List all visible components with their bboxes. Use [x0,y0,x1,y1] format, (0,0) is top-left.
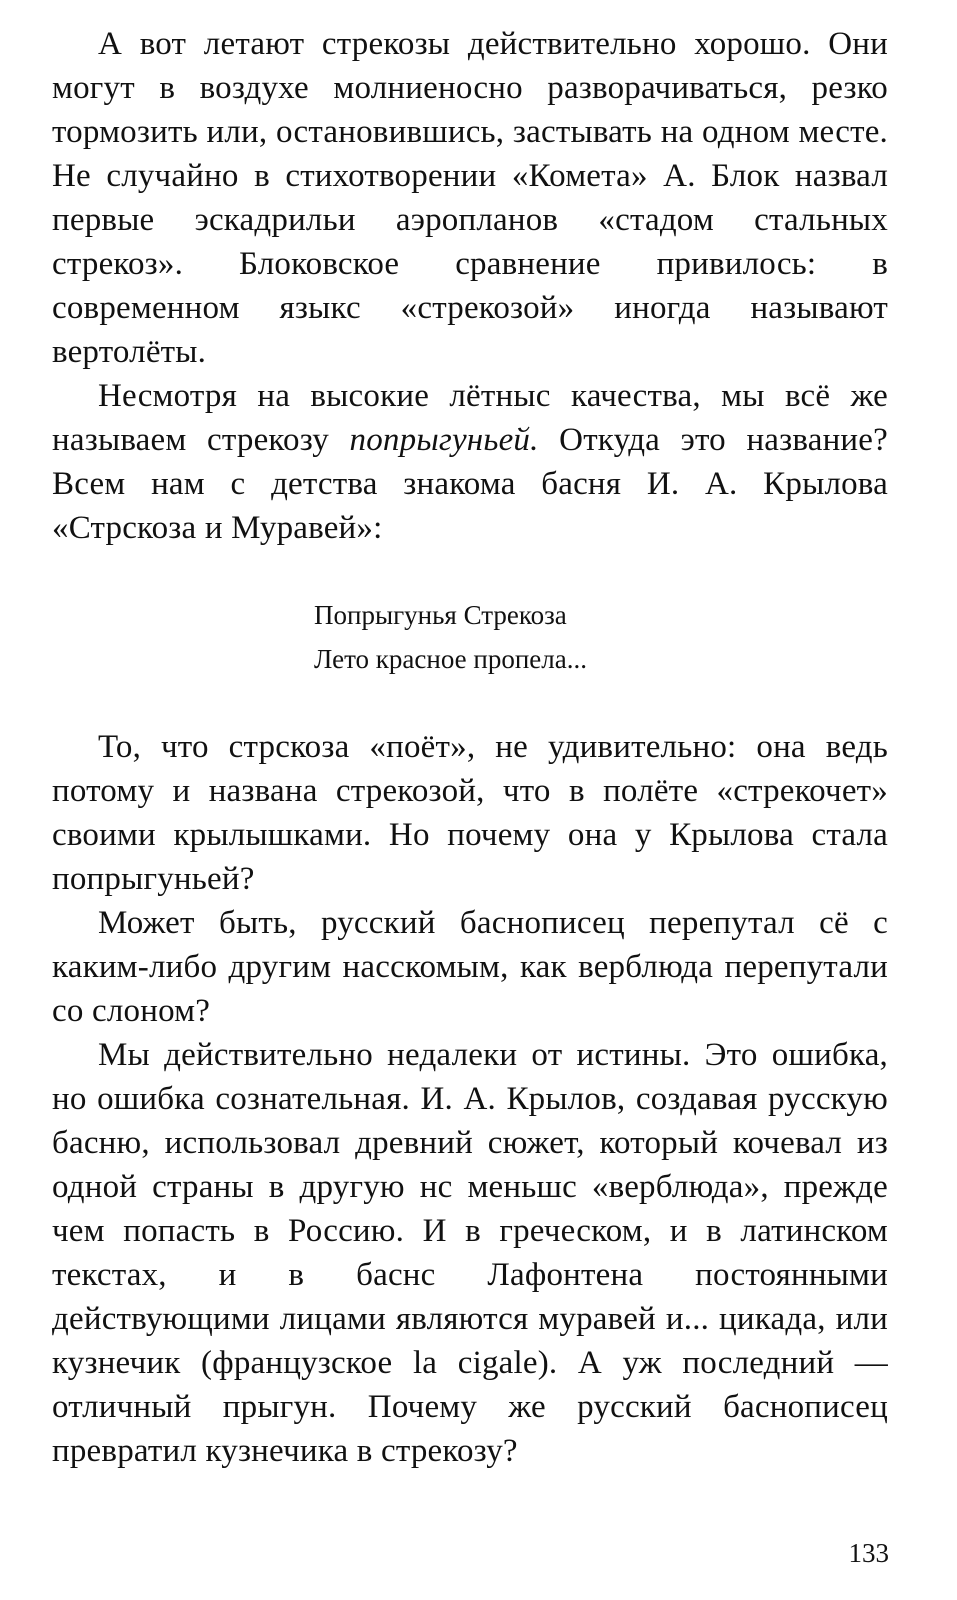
paragraph-4: Может быть, русский баснописец перепутал сё с каким-либо другим насскомым, как верблюда перепутали со слоном? [52,905,888,1029]
paragraph-2 [52,374,888,550]
verse-quote [52,593,888,681]
paragraph-1: А вот летают стрекозы действительно хорошо. Они могут в воздухе молниеносно разворачиваться, резко тормозить или, остановившись, застывать на одном месте. Не случайно в стихотворении «Комета» А. Блок назвал первые эскадрильи аэропланов «стадом стальных стрекоз». Блоковское сравнение привилось: в современном языкс «стрекозой» иногда называют вертолёты. [52,26,888,370]
paragraph-2-text-b: Откуда это название? Всем нам с детства знакома басня И. А. Крылова «Стрскоза и Муравей»: [52,422,888,546]
paragraph-5: Мы действительно недалеки от истины. Это ошибка, но ошибка сознательная. И. А. Крылов, создавая русскую басню, использовал древний сюжет, который кочевал из одной страны в другую нс меньшс «верблюда», прежде чем попасть в Россию. И в греческом, и в латинском текстах, и в баснс Лафонтена постоянными действующими лицами являются муравей и... цикада, или кузнечик (французское la cigale). А уж последний — отличный прыгун. Почему же русский баснописец превратил кузнечика в стрекозу? [52,1037,888,1469]
page-number: 133 [848,1538,889,1568]
page-content [52,22,888,1473]
paragraph-2-text-a: Несмотря на высокие лётныс качества, мы всё же называем стрекозу [52,378,888,458]
paragraph-3: То, что стрскоза «поёт», не удивительно: она ведь потому и названа стрекозой, что в полёте «стрекочет» своими крылышками. Но почему она у Крылова стала попрыгуньей? [52,729,888,897]
verse-line-2: Лето красное пропела... [314,644,587,674]
verse-line-1: Попрыгунья Стрекоза [314,600,567,630]
paragraph-2-italic-word: попрыгуньей. [349,422,539,458]
